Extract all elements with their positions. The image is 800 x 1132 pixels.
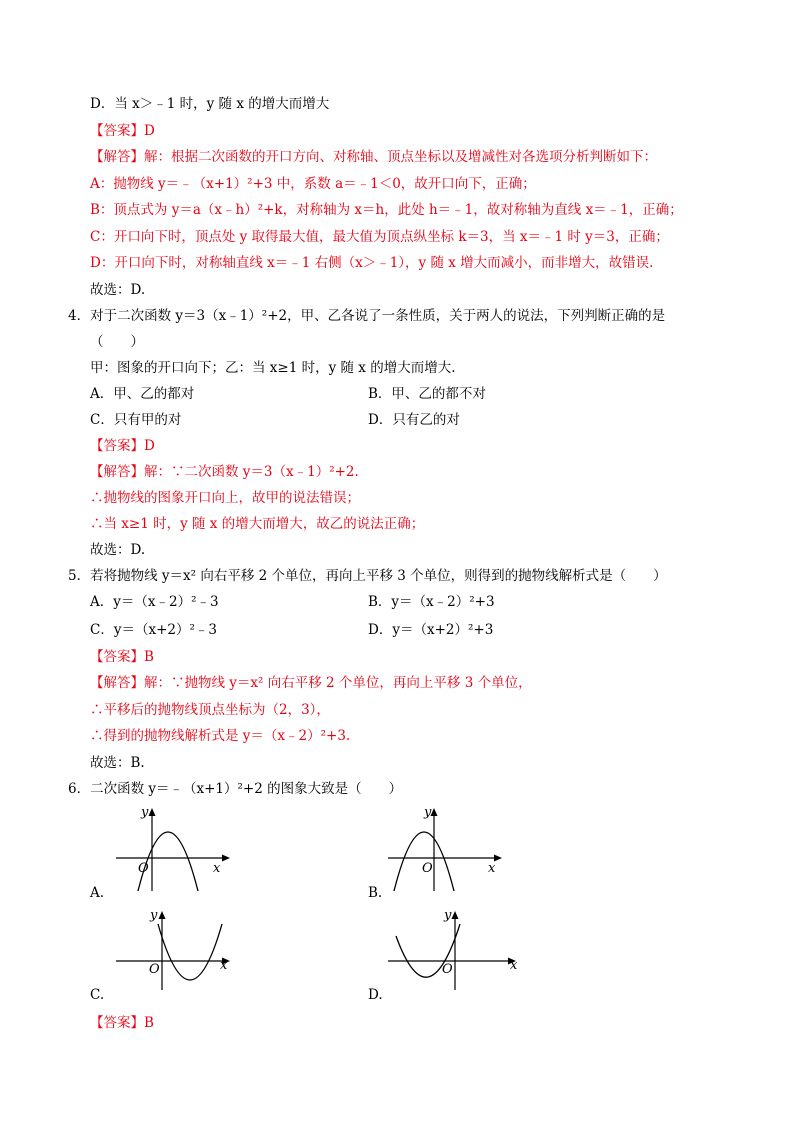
q5-explanation-2: ∴平移后的抛物线顶点坐标为（2，3）， (90, 702, 330, 718)
q6-graph-a (110, 803, 240, 893)
q6-graph-b-origin-label: O (422, 861, 433, 876)
q4-option-d: D．只有乙的对 (368, 412, 460, 428)
q6-graph-d (382, 906, 527, 991)
q3-conclusion: 故选：D. (90, 282, 146, 298)
q4-option-a: A．甲、乙的都对 (90, 386, 195, 402)
q6-option-d-label: D. (368, 987, 383, 1003)
q4-conclusion: 故选：D. (90, 542, 146, 558)
q5-explanation-1: 【解答】解：∵抛物线 y＝x² 向右平移 2 个单位，再向上平移 3 个单位， (90, 675, 532, 691)
q5-option-b: B．y＝（x﹣2）²+3 (368, 594, 495, 610)
q3-explanation-a: A：抛物线 y＝﹣（x+1）²+3 中，系数 a＝﹣1＜0，故开口向下，正确； (90, 176, 536, 192)
q4-explanation-1: 【解答】解：∵二次函数 y＝3（x﹣1）²+2. (90, 464, 359, 480)
q6-stem: 6．二次函数 y＝﹣（x+1）²+2 的图象大致是（ ） (68, 781, 403, 797)
q6-graph-c-x-label: x (220, 958, 228, 973)
q6-graph-a-x-label: x (213, 861, 221, 876)
q4-stem: 4．对于二次函数 y＝3（x﹣1）²+2，甲、乙各说了一条性质，关于两人的说法，下列判断正确的是 (68, 308, 666, 324)
q3-explanation-intro: 【解答】解：根据二次函数的开口方向、对称轴、顶点坐标以及增减性对各选项分析判断如下： (90, 149, 657, 165)
q6-graph-a-origin-label: O (138, 861, 149, 876)
q6-graph-d-y-label: y (444, 908, 452, 923)
q4-explanation-2: ∴抛物线的图象开口向上，故甲的说法错误； (90, 490, 360, 506)
q6-option-a-label: A. (90, 885, 105, 901)
q4-answer: 【答案】D (90, 438, 155, 454)
q4-statement: 甲：图象的开口向下；乙：当 x≥1 时，y 随 x 的增大而增大. (90, 360, 456, 376)
q6-graph-c (110, 906, 240, 991)
q4-explanation-3: ∴当 x≥1 时，y 随 x 的增大而增大，故乙的说法正确； (90, 516, 425, 532)
q5-conclusion: 故选：B. (90, 755, 145, 771)
q6-graph-b-y-label: y (424, 805, 432, 820)
q6-graph-d-origin-label: O (442, 962, 453, 977)
q3-option-d: D．当 x＞﹣1 时，y 随 x 的增大而增大 (90, 96, 330, 112)
q6-graph-c-origin-label: O (149, 962, 160, 977)
q5-explanation-3: ∴得到的抛物线解析式是 y＝（x﹣2）²+3. (90, 728, 351, 744)
q6-graph-b (382, 803, 512, 893)
q6-graph-b-x-label: x (488, 861, 496, 876)
q5-option-c: C．y＝（x+2）²﹣3 (90, 622, 217, 638)
q5-option-a: A．y＝（x﹣2）²﹣3 (90, 594, 219, 610)
q4-answer-blank: （ ） (90, 334, 144, 350)
q6-answer: 【答案】B (90, 1015, 154, 1031)
q6-graph-d-x-label: x (510, 958, 518, 973)
q3-explanation-d: D：开口向下时，对称轴直线 x＝﹣1 右侧（x＞﹣1），y 随 x 增大而减小，而非增大，故错误. (90, 255, 654, 271)
q6-option-c-label: C. (90, 987, 105, 1003)
q5-answer: 【答案】B (90, 649, 154, 665)
q4-option-c: C．只有甲的对 (90, 412, 182, 428)
q5-option-d: D．y＝（x+2）²+3 (368, 622, 494, 638)
q6-graph-c-y-label: y (150, 908, 158, 923)
q3-explanation-c: C：开口向下时，顶点处 y 取得最大值，最大值为顶点纵坐标 k＝3，当 x＝﹣1 时 y＝3，正确； (90, 229, 669, 245)
q6-option-b-label: B. (368, 885, 383, 901)
q6-graph-a-y-label: y (141, 805, 149, 820)
q3-answer: 【答案】D (90, 123, 155, 139)
q5-stem: 5．若将抛物线 y＝x² 向右平移 2 个单位，再向上平移 3 个单位，则得到的抛物线解析式是（ ） (68, 568, 667, 584)
q4-option-b: B．甲、乙的都不对 (368, 386, 486, 402)
q3-explanation-b: B：顶点式为 y＝a（x﹣h）²+k，对称轴为 x＝h，此处 h＝﹣1，故对称轴为直线 x＝﹣1，正确； (90, 202, 683, 218)
